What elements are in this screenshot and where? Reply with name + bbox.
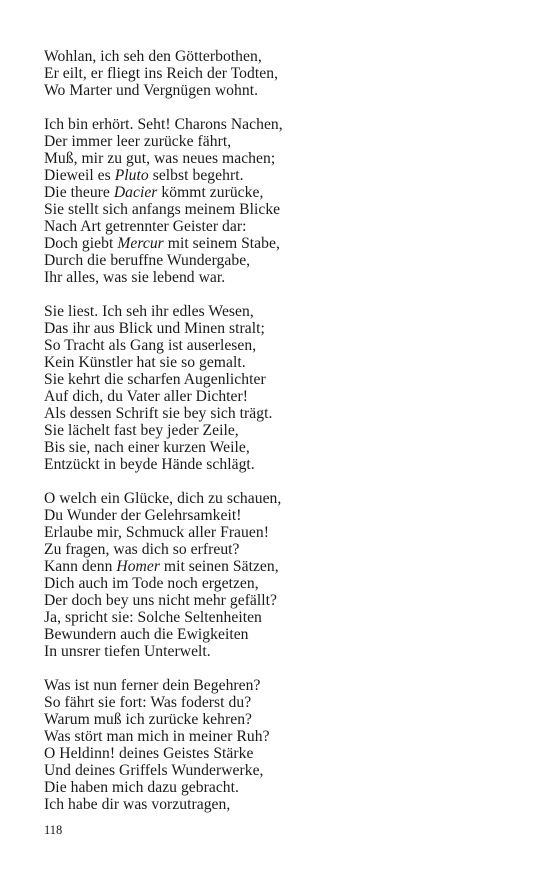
- verse-text: Der immer leer zurücke fährt,: [44, 133, 232, 150]
- stanza: [44, 303, 524, 473]
- verse-text: So fährt sie fort: Was foderst du?: [44, 694, 252, 711]
- verse-text: Was stört man mich in meiner Ruh?: [44, 728, 270, 745]
- verse-line: [44, 354, 524, 371]
- verse-line: [44, 337, 524, 354]
- verse-text: In unsrer tiefen Unterwelt.: [44, 643, 211, 660]
- verse-line: [44, 490, 524, 507]
- verse-line: [44, 762, 524, 779]
- verse-line: [44, 133, 524, 150]
- verse-line: [44, 711, 524, 728]
- stanza: [44, 48, 524, 99]
- verse-text: mit seinen Sätzen,: [159, 558, 279, 575]
- verse-line: [44, 388, 524, 405]
- verse-line: [44, 116, 524, 133]
- verse-line: [44, 405, 524, 422]
- verse-line: [44, 320, 524, 337]
- verse-line: [44, 65, 524, 82]
- verse-line: [44, 779, 524, 796]
- verse-italic-name: Dacier: [113, 184, 158, 201]
- verse-line: [44, 303, 524, 320]
- verse-text: Zu fragen, was dich so erfreut?: [44, 541, 240, 558]
- verse-line: [44, 745, 524, 762]
- verse-text: Muß, mir zu gut, was neues machen;: [44, 150, 276, 167]
- verse-line: [44, 184, 524, 201]
- verse-text: Wohlan, ich seh den Götterbothen,: [44, 48, 262, 65]
- verse-text: Bewundern auch die Ewigkeiten: [44, 626, 249, 643]
- verse-text: O welch ein Glücke, dich zu schauen,: [44, 490, 282, 507]
- verse-line: [44, 422, 524, 439]
- verse-text: Sie lächelt fast bey jeder Zeile,: [44, 422, 239, 439]
- verse-text: Die theure: [44, 184, 114, 201]
- verse-text: Durch die beruffne Wundergabe,: [44, 252, 251, 269]
- verse-text: Doch giebt: [44, 235, 118, 252]
- verse-italic-name: Pluto: [114, 167, 149, 184]
- stanza: [44, 677, 524, 813]
- poem-text: [44, 48, 524, 830]
- verse-line: [44, 575, 524, 592]
- verse-line: [44, 218, 524, 235]
- verse-text: Was ist nun ferner dein Begehren?: [44, 677, 261, 694]
- stanza: [44, 490, 524, 660]
- verse-line: [44, 643, 524, 660]
- verse-line: [44, 609, 524, 626]
- verse-text: So Tracht als Gang ist auserlesen,: [44, 337, 257, 354]
- verse-text: Sie liest. Ich seh ihr edles Wesen,: [44, 303, 254, 320]
- verse-text: Bis sie, nach einer kurzen Weile,: [44, 439, 250, 456]
- verse-text: Ihr alles, was sie lebend war.: [44, 269, 226, 286]
- verse-italic-name: Homer: [116, 558, 160, 575]
- page-number: 118: [44, 823, 63, 837]
- verse-text: Als dessen Schrift sie bey sich trägt.: [44, 405, 273, 422]
- verse-line: [44, 371, 524, 388]
- verse-text: Ja, spricht sie: Solche Seltenheiten: [44, 609, 262, 626]
- verse-line: [44, 456, 524, 473]
- verse-text: Dieweil es: [44, 167, 115, 184]
- verse-text: Du Wunder der Gelehrsamkeit!: [44, 507, 242, 524]
- verse-text: Warum muß ich zurücke kehren?: [44, 711, 253, 728]
- verse-text: Auf dich, du Vater aller Dichter!: [44, 388, 249, 405]
- verse-italic-name: Mercur: [117, 235, 164, 252]
- verse-text: Wo Marter und Vergnügen wohnt.: [44, 82, 259, 99]
- verse-text: Ich habe dir was vorzutragen,: [44, 796, 231, 813]
- verse-text: Sie stellt sich anfangs meinem Blicke: [44, 201, 281, 218]
- verse-line: [44, 269, 524, 286]
- verse-line: [44, 524, 524, 541]
- verse-text: Sie kehrt die scharfen Augenlichter: [44, 371, 266, 388]
- verse-line: [44, 235, 524, 252]
- verse-line: [44, 82, 524, 99]
- verse-line: [44, 728, 524, 745]
- verse-text: Das ihr aus Blick und Minen stralt;: [44, 320, 265, 337]
- verse-text: Kann denn: [44, 558, 117, 575]
- verse-text: O Heldinn! deines Geistes Stärke: [44, 745, 254, 762]
- verse-text: Und deines Griffels Wunderwerke,: [44, 762, 264, 779]
- stanza: [44, 116, 524, 286]
- verse-line: [44, 694, 524, 711]
- verse-text: Er eilt, er fliegt ins Reich der Todten,: [44, 65, 279, 82]
- verse-text: Erlaube mir, Schmuck aller Frauen!: [44, 524, 269, 541]
- verse-text: mit seinem Stabe,: [163, 235, 280, 252]
- verse-line: [44, 507, 524, 524]
- verse-line: [44, 201, 524, 218]
- verse-text: Dich auch im Tode noch ergetzen,: [44, 575, 259, 592]
- verse-text: Die haben mich dazu gebracht.: [44, 779, 239, 796]
- verse-line: [44, 677, 524, 694]
- verse-line: [44, 592, 524, 609]
- verse-line: [44, 439, 524, 456]
- verse-line: [44, 796, 524, 813]
- verse-line: [44, 558, 524, 575]
- verse-text: kömmt zurücke,: [157, 184, 264, 201]
- verse-line: [44, 541, 524, 558]
- verse-line: [44, 252, 524, 269]
- verse-line: [44, 150, 524, 167]
- verse-line: [44, 167, 524, 184]
- verse-text: selbst begehrt.: [148, 167, 244, 184]
- verse-line: [44, 626, 524, 643]
- verse-text: Der doch bey uns nicht mehr gefällt?: [44, 592, 278, 609]
- verse-text: Kein Künstler hat sie so gemalt.: [44, 354, 246, 371]
- verse-text: Nach Art getrennter Geister dar:: [44, 218, 247, 235]
- verse-text: Ich bin erhört. Seht! Charons Nachen,: [44, 116, 283, 133]
- verse-text: Entzückt in beyde Hände schlägt.: [44, 456, 255, 473]
- verse-line: [44, 48, 524, 65]
